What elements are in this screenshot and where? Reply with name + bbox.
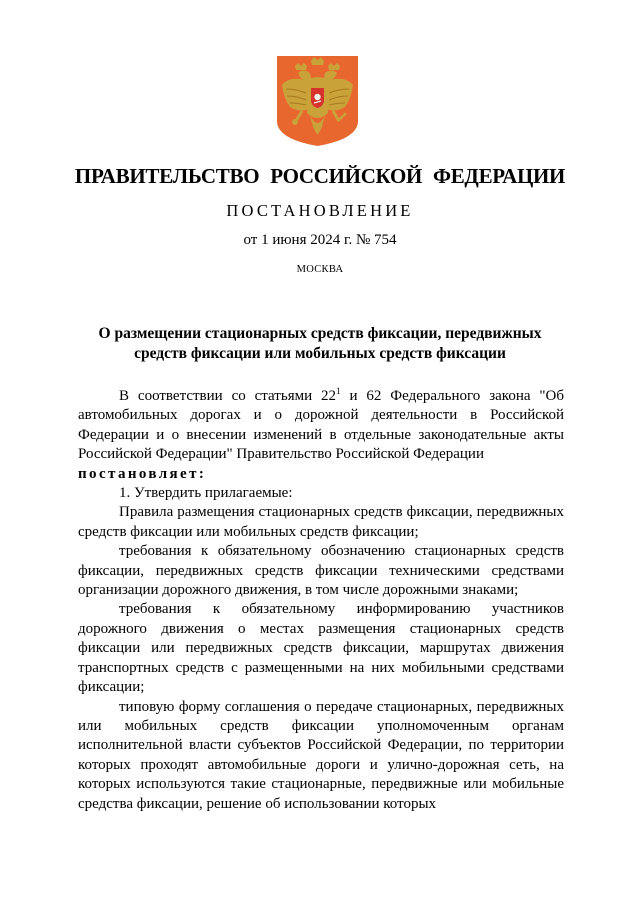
paragraph-item-1: 1. Утвердить прилагаемые:: [119, 485, 293, 502]
resolves-word: постановляет:: [78, 465, 207, 482]
coat-of-arms-emblem: [276, 55, 359, 147]
article-superscript: 1: [336, 386, 341, 396]
document-date-number: от 1 июня 2024 г. № 754: [243, 232, 397, 248]
paragraph-agreement-form: типовую форму соглашения о передаче стационарных, передвижных или мобильных средств фиксации уполномоченным органам исполнительной власти субъектов Российской Федерации, по территории которых проходят автомобильные дороги и улично-дорожная сеть, на которых используются такие стационарные, передвижные или мобильные средства фиксации, решение об использовании которых: [78, 698, 564, 812]
paragraph-preamble: [78, 387, 564, 465]
paragraph-rules: Правила размещения стационарных средств фиксации, передвижных средств фиксации или мобильных средств фиксации;: [78, 504, 564, 540]
document-heading: [80, 324, 560, 364]
government-title: ПРАВИТЕЛЬСТВО РОССИЙСКОЙ ФЕДЕРАЦИИ: [74, 164, 566, 188]
document-type: ПОСТАНОВЛЕНИЕ: [226, 201, 414, 220]
heading-line-2: средств фиксации или мобильных средств фиксации: [134, 345, 506, 362]
preamble-text-end: и 62 Федерального закона "Об автомобильных дорогах и о дорожной деятельности в Российской Федерации и о внесении изменений в отдельные законодательные акты Российской Федерации" Правительство Российской Федерации: [78, 388, 564, 463]
paragraph-requirements-signage: требования к обязательному обозначению стационарных средств фиксации, передвижных средств фиксации техническими средствами организации дорожного движения, в том числе дорожными знаками;: [78, 543, 564, 599]
document-body: [78, 387, 564, 814]
paragraph-requirements-informing: требования к обязательному информированию участников дорожного движения о местах размещения стационарных средств фиксации или передвижных средств фиксации, маршрутах движения транспортных средств с размещенными на них мобильными средствами фиксации;: [78, 601, 564, 696]
coat-of-arms-icon: [276, 55, 359, 147]
heading-line-1: О размещении стационарных средств фиксации, передвижных: [98, 325, 542, 342]
preamble-text-start: В соответствии со статьями 22: [119, 388, 337, 404]
paragraph-resolves: [78, 465, 564, 484]
document-city: МОСКВА: [296, 264, 344, 275]
